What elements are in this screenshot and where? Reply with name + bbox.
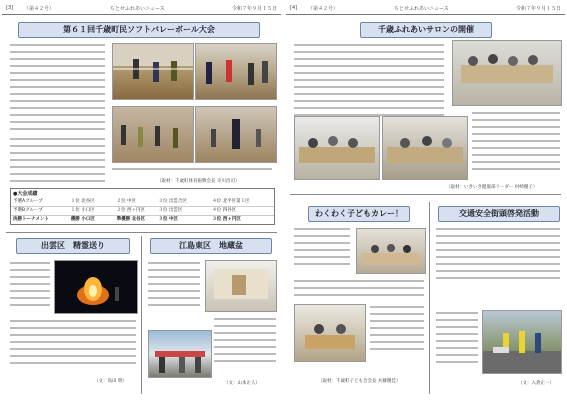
results-heading: ●大会成績 [13,191,38,197]
volleyball-photo-4 [195,106,277,163]
article-body-shoryo-okuri [10,262,50,311]
volleyball-photo-3 [112,106,194,163]
article-body-kids-curry-3 [370,306,424,355]
article-title-traffic-safety: 交通安全街頭啓発活動 [438,206,560,222]
results-row [11,198,274,207]
results-cell: ２位 西ヶ円区 [116,208,146,213]
article-body-traffic-safety [436,228,560,284]
article-body-volleyball-2 [10,138,105,187]
article-body-kids-curry [294,228,350,270]
results-cell: ３位 西ヶ円区 [212,217,241,222]
results-cell: ２位 中区 [116,199,137,204]
issue-number: （第４２号） [308,6,339,12]
traffic-safety-credit: （文：入倉正一） [518,381,554,386]
article-body-salon-2 [472,112,560,175]
page-number: [4] [290,5,298,11]
volleyball-credit: （取材：千歳町体育振興会長 寺川昌司） [157,179,240,184]
section-divider [290,194,561,195]
article-title-jizo-bon: 江島東区 地蔵盆 [150,238,272,254]
section-divider [6,232,277,233]
article-body-jizo-bon-2 [214,318,276,367]
article-body-jizo-bon [148,262,200,311]
article-body-kids-curry-2 [294,280,424,301]
results-table [10,188,275,225]
shoryo-okuri-credit: （文：高田 明） [94,379,127,384]
results-cell: 予選Bグループ [13,208,43,213]
article-body-traffic-safety-2 [436,312,478,368]
results-cell: ３位 出雲区 [158,208,183,213]
kids-curry-photo-1 [356,228,426,274]
article-body-shoryo-okuri-2 [10,320,136,369]
salon-credit: （取材：いきいき健康部リーダー 村崎優子） [446,185,538,190]
issue-number: （第４２号） [24,6,55,12]
volleyball-photo-2 [195,43,277,100]
right-page-header [286,2,565,15]
results-row [11,207,274,216]
article-body-volleyball [10,44,105,135]
article-title-volleyball: 第６１回千歳町民ソフトバレーボール大会 [18,22,260,38]
results-cell: ４位 北平区第１区 [212,199,250,204]
results-cell: 準優勝 北谷区 [116,217,146,222]
column-divider [141,236,142,394]
article-body-volleyball-3 [112,168,272,175]
column-divider [429,202,430,394]
results-cell: １位 北谷区 [70,199,95,204]
results-cell: 決勝トーナメント [13,217,49,222]
page-number: [3] [6,5,14,11]
jizo-bon-credit: （文：山本正人） [224,381,260,386]
newsletter-name: ちとせふれあいニュース [110,6,165,12]
results-cell: １位 小口区 [70,208,95,213]
results-cell: ３位 中区 [158,217,179,222]
right-page [286,0,565,401]
results-cell: ４位 四谷区 [212,208,237,213]
traffic-safety-photo [482,310,562,374]
salon-photo-2 [294,116,380,180]
article-title-shoryo-okuri: 出雲区 精霊送り [16,238,130,254]
kids-curry-credit: （取材：千歳町子ども会会長 兵藤優佳） [318,379,401,384]
kids-curry-photo-2 [294,304,366,362]
newsletter-name: ちとせふれあいニュース [394,6,449,12]
left-page-header [2,2,281,15]
results-row [11,216,274,224]
article-title-salon: 千歳ふれあいサロンの開催 [360,22,492,38]
salon-photo-1 [452,40,562,106]
article-body-salon [294,44,444,121]
left-page [2,0,281,401]
issue-date: 令和７年９月１５日 [515,6,561,12]
jizo-photo-1 [205,260,277,312]
issue-date: 令和７年９月１５日 [231,6,277,12]
jizo-photo-2 [148,330,212,378]
article-title-kids-curry: わくわく子どもカレー！ [308,206,410,222]
volleyball-photo-1 [112,43,194,100]
salon-photo-3 [382,116,468,180]
results-cell: ３位 出雲合区 [158,199,187,204]
bonfire-photo [54,260,138,314]
results-cell: 優勝 小口区 [70,217,95,222]
results-cell: 予選Aグループ [13,199,43,204]
